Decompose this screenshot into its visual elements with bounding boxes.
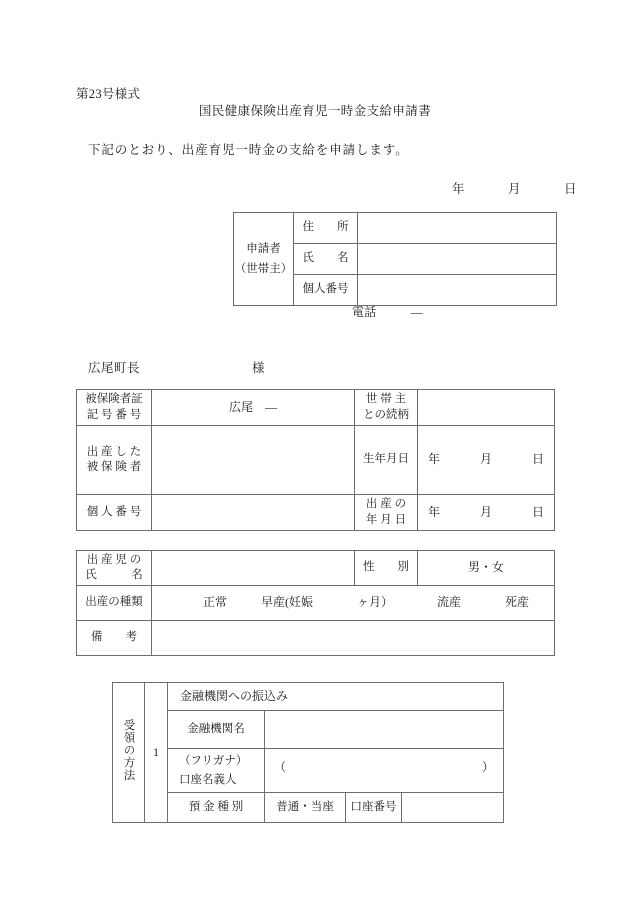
receipt-method-label xyxy=(113,683,145,823)
option-number-cell xyxy=(145,683,168,823)
birthdate-input[interactable] xyxy=(418,426,555,495)
insured-personal-number-input[interactable] xyxy=(152,495,355,531)
phone-line xyxy=(352,303,423,320)
applicant-table xyxy=(233,212,557,306)
insurance-card-number-label-line2: 記 号 番 号 xyxy=(86,408,142,421)
form-number: 第23号様式 xyxy=(76,87,141,101)
bank-name-input[interactable] xyxy=(265,711,504,749)
insurance-card-number-label xyxy=(77,390,152,426)
birth-date-of-child-input[interactable] xyxy=(418,495,555,531)
date-day-label: 日 xyxy=(564,182,577,196)
insurance-card-number-label-line1: 被保険者証 xyxy=(85,393,143,406)
table-row xyxy=(234,213,557,244)
table-row xyxy=(77,495,555,531)
applicant-label-cell xyxy=(234,213,294,306)
paren-close: ） xyxy=(481,760,494,774)
account-holder-input[interactable] xyxy=(265,749,504,793)
address-label: 住 所 xyxy=(294,213,358,244)
sex-options[interactable]: 男・女 xyxy=(418,551,555,586)
birthdate-year-label: 年 xyxy=(427,452,440,467)
newborn-name-label-line2: 氏 名 xyxy=(85,569,143,581)
table-row xyxy=(113,749,504,793)
table-row xyxy=(77,586,555,621)
insured-personal-number-label: 個 人 番 号 xyxy=(77,495,152,531)
account-holder-label xyxy=(168,749,265,793)
table-row xyxy=(113,793,504,823)
newborn-name-label xyxy=(77,551,152,586)
birth-type-premature[interactable]: 早産(妊娠 xyxy=(260,595,313,610)
birth-type-label: 出産の種類 xyxy=(77,586,152,621)
deposit-type-label: 預 金 種 別 xyxy=(168,793,265,823)
mayor-honorific: 様 xyxy=(252,361,266,375)
personal-number-label: 個人番号 xyxy=(294,275,358,306)
insured-person-input[interactable] xyxy=(152,426,355,495)
personal-number-input[interactable] xyxy=(358,275,557,306)
child-birth-month-label: 月 xyxy=(479,504,492,519)
account-number-input[interactable] xyxy=(402,793,504,823)
remarks-label: 備 考 xyxy=(77,621,152,656)
insured-person-label-line1: 出 産 し た xyxy=(86,445,142,458)
account-number-label: 口座番号 xyxy=(346,793,402,823)
option-number: 1 xyxy=(153,744,159,759)
name-input[interactable] xyxy=(358,244,557,275)
table-row xyxy=(77,390,555,426)
sex-label: 性 別 xyxy=(355,551,418,586)
birth-type-normal[interactable]: 正常 xyxy=(202,595,227,610)
name-label: 氏 名 xyxy=(294,244,358,275)
phone-label: 電話 xyxy=(352,305,377,319)
child-birth-day-label: 日 xyxy=(532,504,545,519)
birthdate-month-label: 月 xyxy=(479,452,492,467)
insured-person-label xyxy=(77,426,152,495)
birth-date-of-child-label-line2: 年 月 日 xyxy=(365,513,407,526)
birth-type-miscarriage[interactable]: 流産 xyxy=(437,595,462,610)
date-year-label: 年 xyxy=(452,182,465,196)
birthdate-label: 生年月日 xyxy=(355,426,418,495)
page-title: 国民健康保険出産育児一時金支給申請書 xyxy=(198,104,432,118)
account-holder-name-label: 口座名義人 xyxy=(179,773,237,786)
mayor-addressee-line xyxy=(88,358,265,376)
table-row xyxy=(77,551,555,586)
receipt-method-label-text: 受領の方法 xyxy=(122,718,135,782)
birthdate-day-label: 日 xyxy=(532,452,545,467)
bank-name-label: 金融機関名 xyxy=(168,711,265,749)
birth-date-of-child-label xyxy=(355,495,418,531)
address-input[interactable] xyxy=(358,213,557,244)
table-row xyxy=(113,683,504,711)
remarks-input[interactable] xyxy=(152,621,555,656)
deposit-type-options[interactable]: 普通・当座 xyxy=(265,793,346,823)
applicant-label-main: 申請者 xyxy=(246,242,281,255)
birth-type-months: ヶ月） xyxy=(356,595,393,610)
date-month-label: 月 xyxy=(508,182,521,196)
furigana-label: （フリガナ） xyxy=(179,754,248,767)
table-row xyxy=(113,711,504,749)
child-birth-year-label: 年 xyxy=(427,504,440,519)
relationship-label xyxy=(355,390,418,426)
birth-type-stillbirth[interactable]: 死産 xyxy=(505,595,530,610)
birth-type-options[interactable] xyxy=(152,586,555,621)
newborn-name-label-line1: 出 産 児 の xyxy=(86,553,142,566)
birth-date-of-child-label-line1: 出 産 の xyxy=(365,498,407,511)
table-row xyxy=(77,426,555,495)
relationship-label-line2: との続柄 xyxy=(363,408,409,421)
insured-person-table xyxy=(76,389,555,531)
date-line xyxy=(452,179,577,197)
newborn-name-input[interactable] xyxy=(152,551,355,586)
bank-transfer-option-label: 金融機関への振込み xyxy=(168,683,504,711)
mayor-title: 広尾町長 xyxy=(88,361,141,375)
phone-dash: ― xyxy=(410,305,423,319)
paren-open: （ xyxy=(274,760,287,774)
insurance-card-number-input[interactable]: 広尾 ― xyxy=(152,390,355,426)
relationship-input[interactable] xyxy=(418,390,555,426)
insured-person-label-line2: 被 保 険 者 xyxy=(86,461,142,473)
newborn-table xyxy=(76,550,555,656)
applicant-label-sub: （世帯主） xyxy=(234,263,293,275)
table-row xyxy=(77,621,555,656)
receipt-method-table xyxy=(112,682,504,823)
intro-sentence: 下記のとおり、出産育児一時金の支給を申請します。 xyxy=(88,143,409,157)
relationship-label-line1: 世 帯 主 xyxy=(365,393,407,406)
